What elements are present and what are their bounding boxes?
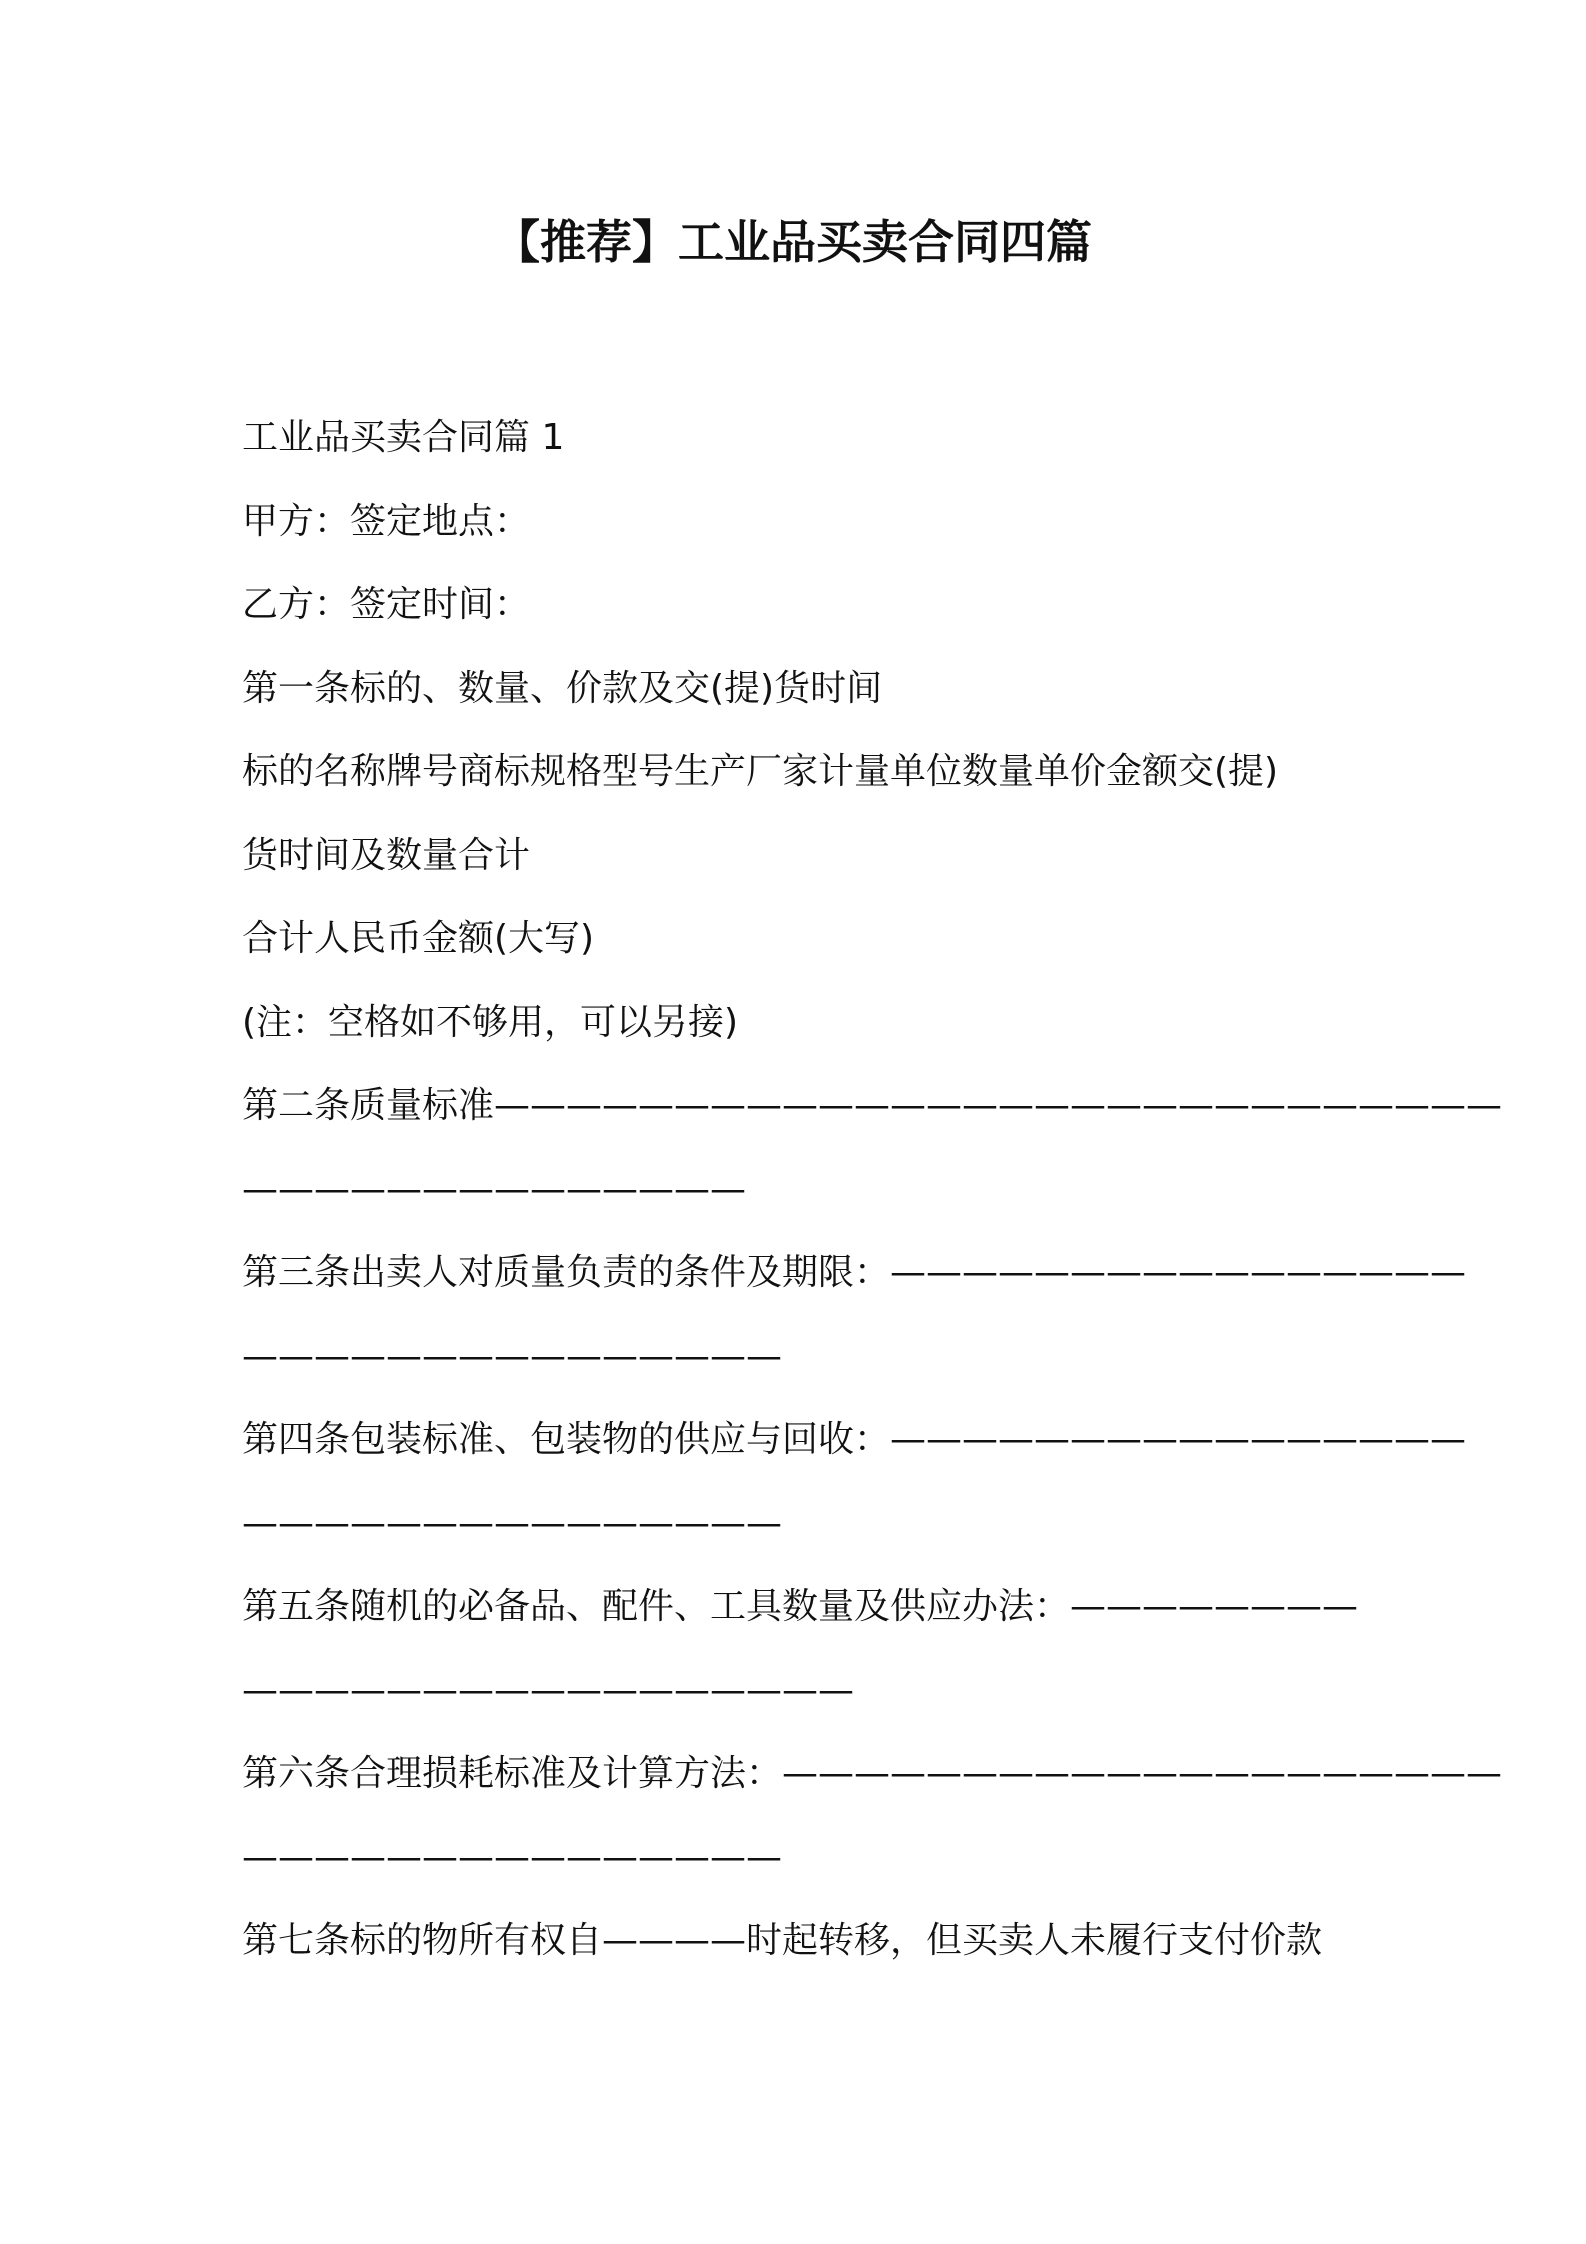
- clause-6: 第六条合理损耗标准及计算方法：————————————————————: [242, 1753, 1503, 1794]
- clause-1-fields-cont: 货时间及数量合计: [242, 834, 531, 876]
- document-body: [242, 404, 1503, 1991]
- party-b-line: 乙方：签定时间：: [242, 584, 531, 625]
- clause-6-blank: ———————————————: [242, 1836, 782, 1878]
- note-line: (注：空格如不够用，可以另接): [242, 1001, 739, 1043]
- clause-2-blank: ——————————————: [242, 1168, 746, 1210]
- clause-5: 第五条随机的必备品、配件、工具数量及供应办法：————————: [242, 1586, 1359, 1627]
- section-heading: 工业品买卖合同篇 1: [242, 417, 565, 458]
- clause-3: 第三条出卖人对质量负责的条件及期限：————————————————: [242, 1252, 1467, 1293]
- clause-1-fields: 标的名称牌号商标规格型号生产厂家计量单位数量单价金额交(提): [242, 751, 1279, 792]
- clause-4: 第四条包装标准、包装物的供应与回收：————————————————: [242, 1419, 1467, 1460]
- clause-1-heading: 第一条标的、数量、价款及交(提)货时间: [242, 667, 883, 709]
- document-title: 【推荐】工业品买卖合同四篇: [494, 215, 1092, 269]
- clause-4-blank: ———————————————: [242, 1502, 782, 1544]
- clause-2: 第二条质量标准————————————————————————————: [242, 1085, 1503, 1126]
- clause-3-blank: ———————————————: [242, 1335, 782, 1377]
- party-a-line: 甲方：签定地点：: [242, 500, 531, 542]
- total-amount-line: 合计人民币金额(大写): [242, 918, 595, 959]
- clause-7: 第七条标的物所有权自————时起转移，但买卖人未履行支付价款: [242, 1920, 1323, 1961]
- clause-5-blank: —————————————————: [242, 1669, 854, 1711]
